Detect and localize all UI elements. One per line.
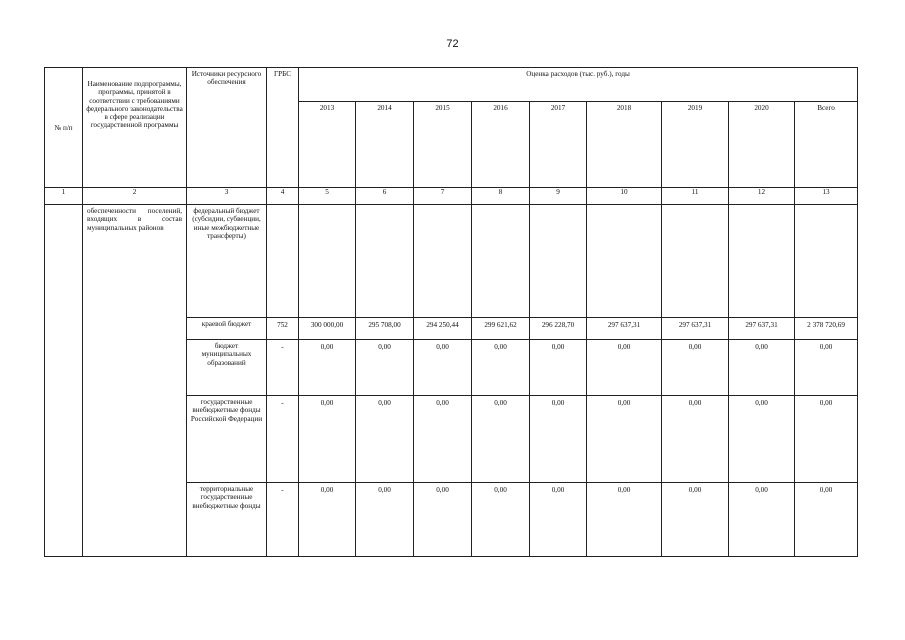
value-cell: 0,00: [414, 483, 472, 557]
value-cell: 0,00: [356, 483, 414, 557]
grbs-cell: -: [267, 396, 299, 483]
grbs-cell: -: [267, 483, 299, 557]
value-cell: [795, 205, 858, 318]
header-col-name: Наименование подпрограммы, программы, принятой в соответствии с требованиями федерального законодательства в сфере реализации государственной программы: [83, 68, 187, 188]
value-cell: [472, 205, 530, 318]
value-cell: 0,00: [530, 396, 587, 483]
value-cell: 0,00: [729, 396, 795, 483]
value-cell: 0,00: [795, 396, 858, 483]
col-number: 5: [299, 188, 356, 205]
col-number: 2: [83, 188, 187, 205]
value-cell: 0,00: [729, 483, 795, 557]
page-number: 72: [446, 38, 459, 50]
grbs-cell: -: [267, 340, 299, 396]
col-number: 1: [45, 188, 83, 205]
header-col-source: Источники ресурсного обеспечения: [187, 68, 267, 188]
column-number-row: [45, 188, 858, 205]
header-col-estimate: Оценка расходов (тыс. руб.), годы: [299, 68, 858, 102]
col-number: 8: [472, 188, 530, 205]
grbs-cell: 752: [267, 318, 299, 340]
value-cell: [729, 205, 795, 318]
header-year-2017: 2017: [530, 102, 587, 188]
value-cell: 0,00: [729, 340, 795, 396]
source-cell: государственные внебюджетные фонды Российской Федерации: [187, 396, 267, 483]
value-cell: 297 637,31: [587, 318, 662, 340]
value-cell: [662, 205, 729, 318]
value-cell: 0,00: [472, 483, 530, 557]
value-cell: 0,00: [587, 483, 662, 557]
value-cell: 0,00: [662, 340, 729, 396]
value-cell: 0,00: [414, 396, 472, 483]
value-cell: 0,00: [530, 483, 587, 557]
value-cell: 296 228,70: [530, 318, 587, 340]
value-cell: 0,00: [662, 396, 729, 483]
grbs-cell: [267, 205, 299, 318]
value-cell: [587, 205, 662, 318]
value-cell: [356, 205, 414, 318]
value-cell: 0,00: [299, 340, 356, 396]
header-year-2015: 2015: [414, 102, 472, 188]
header-year-2020: 2020: [729, 102, 795, 188]
value-cell: 0,00: [587, 396, 662, 483]
value-cell: 297 637,31: [662, 318, 729, 340]
value-cell: 0,00: [587, 340, 662, 396]
value-cell: [530, 205, 587, 318]
col-number: 6: [356, 188, 414, 205]
col-number: 12: [729, 188, 795, 205]
value-cell: 300 000,00: [299, 318, 356, 340]
value-cell: 0,00: [299, 483, 356, 557]
header-col-no: № п/п: [45, 68, 83, 188]
col-number: 4: [267, 188, 299, 205]
header-row-top: [45, 68, 858, 102]
header-total: Всего: [795, 102, 858, 188]
value-cell: 0,00: [299, 396, 356, 483]
value-cell: 0,00: [472, 396, 530, 483]
value-cell: 299 621,62: [472, 318, 530, 340]
value-cell: 0,00: [662, 483, 729, 557]
header-year-2019: 2019: [662, 102, 729, 188]
row-number-cell: [45, 205, 83, 557]
col-number: 3: [187, 188, 267, 205]
col-number: 13: [795, 188, 858, 205]
table-row: [45, 205, 858, 318]
value-cell: 0,00: [356, 340, 414, 396]
value-cell: 0,00: [414, 340, 472, 396]
value-cell: 2 378 720,69: [795, 318, 858, 340]
header-year-2014: 2014: [356, 102, 414, 188]
source-cell: краевой бюджет: [187, 318, 267, 340]
source-cell: федеральный бюджет (субсидии, субвенции, иные межбюджетные трансферты): [187, 205, 267, 318]
value-cell: 294 250,44: [414, 318, 472, 340]
value-cell: 0,00: [795, 340, 858, 396]
value-cell: [414, 205, 472, 318]
value-cell: 297 637,31: [729, 318, 795, 340]
expense-table: [44, 67, 858, 557]
header-year-2018: 2018: [587, 102, 662, 188]
program-name-cell: обеспеченности поселений, входящих в состав муниципальных районов: [83, 205, 187, 557]
col-number: 9: [530, 188, 587, 205]
source-cell: бюджет муниципальных образований: [187, 340, 267, 396]
col-number: 11: [662, 188, 729, 205]
header-year-2013: 2013: [299, 102, 356, 188]
value-cell: 295 708,00: [356, 318, 414, 340]
header-col-grbs: ГРБС: [267, 68, 299, 188]
header-year-2016: 2016: [472, 102, 530, 188]
value-cell: 0,00: [356, 396, 414, 483]
col-number: 10: [587, 188, 662, 205]
value-cell: 0,00: [795, 483, 858, 557]
value-cell: 0,00: [472, 340, 530, 396]
value-cell: 0,00: [530, 340, 587, 396]
value-cell: [299, 205, 356, 318]
col-number: 7: [414, 188, 472, 205]
source-cell: территориальные государственные внебюджетные фонды: [187, 483, 267, 557]
